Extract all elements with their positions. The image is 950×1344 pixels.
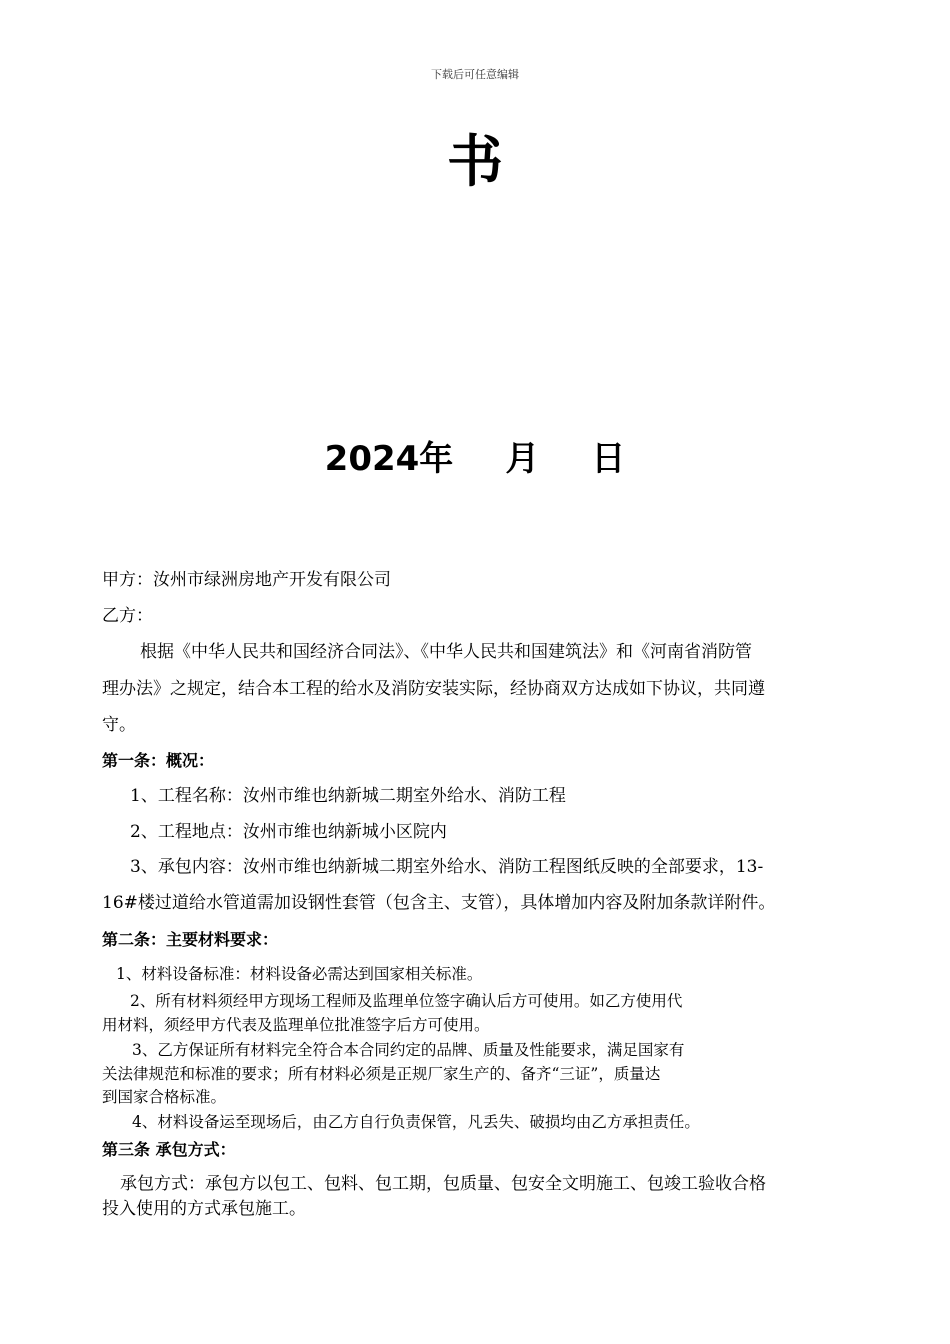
- article2-line: 4、材料设备运至现场后，由乙方自行负责保管，凡丢失、破损均由乙方承担责任。: [132, 1113, 700, 1131]
- preamble-line: 理办法》之规定，结合本工程的给水及消防安装实际，经协商双方达成如下协议，共同遵: [102, 679, 765, 699]
- article2-line: 关法律规范和标准的要求；所有材料必须是正规厂家生产的、备齐“三证”，质量达: [102, 1065, 661, 1083]
- article2-line: 用材料，须经甲方代表及监理单位批准签字后方可使用。: [102, 1016, 490, 1034]
- preamble-line: 守。: [102, 715, 136, 735]
- article2-heading: 第二条：主要材料要求：: [102, 930, 279, 949]
- article3-line: 投入使用的方式承包施工。: [102, 1199, 306, 1219]
- article1-heading: 第一条：概况：: [102, 751, 215, 770]
- party-a: 甲方：汝州市绿洲房地产开发有限公司: [102, 570, 391, 590]
- header-note: 下载后可任意编辑: [431, 68, 519, 81]
- article1-line: 3、承包内容：汝州市维也纳新城二期室外给水、消防工程图纸反映的全部要求，13-: [130, 857, 764, 877]
- article2-line: 2、所有材料须经甲方现场工程师及监理单位签字确认后方可使用。如乙方使用代: [130, 992, 683, 1010]
- date-day: 日: [591, 439, 626, 479]
- article1-line: 16#楼过道给水管道需加设钢性套管（包含主、支管），具体增加内容及附加条款详附件。: [102, 893, 776, 913]
- article1-line: 2、工程地点：汝州市维也纳新城小区院内: [130, 822, 447, 842]
- article2-line: 3、乙方保证所有材料完全符合本合同约定的品牌、质量及性能要求，满足国家有: [132, 1041, 685, 1059]
- cover-title-char: 书: [447, 129, 503, 195]
- article2-line: 到国家合格标准。: [102, 1088, 227, 1106]
- preamble-line: 根据《中华人民共和国经济合同法》、《中华人民共和国建筑法》和《河南省消防管: [140, 642, 752, 662]
- date-year: 2024年: [324, 439, 454, 479]
- date-month: 月: [505, 439, 540, 479]
- cover-date: [0, 436, 950, 482]
- article3-line: 承包方式：承包方以包工、包料、包工期，包质量、包安全文明施工、包竣工验收合格: [120, 1174, 766, 1194]
- party-b: 乙方：: [102, 606, 153, 626]
- article1-line: 1、工程名称：汝州市维也纳新城二期室外给水、消防工程: [130, 786, 566, 806]
- article2-line: 1、材料设备标准：材料设备必需达到国家相关标准。: [116, 965, 483, 983]
- article3-heading: 第三条 承包方式：: [102, 1140, 236, 1159]
